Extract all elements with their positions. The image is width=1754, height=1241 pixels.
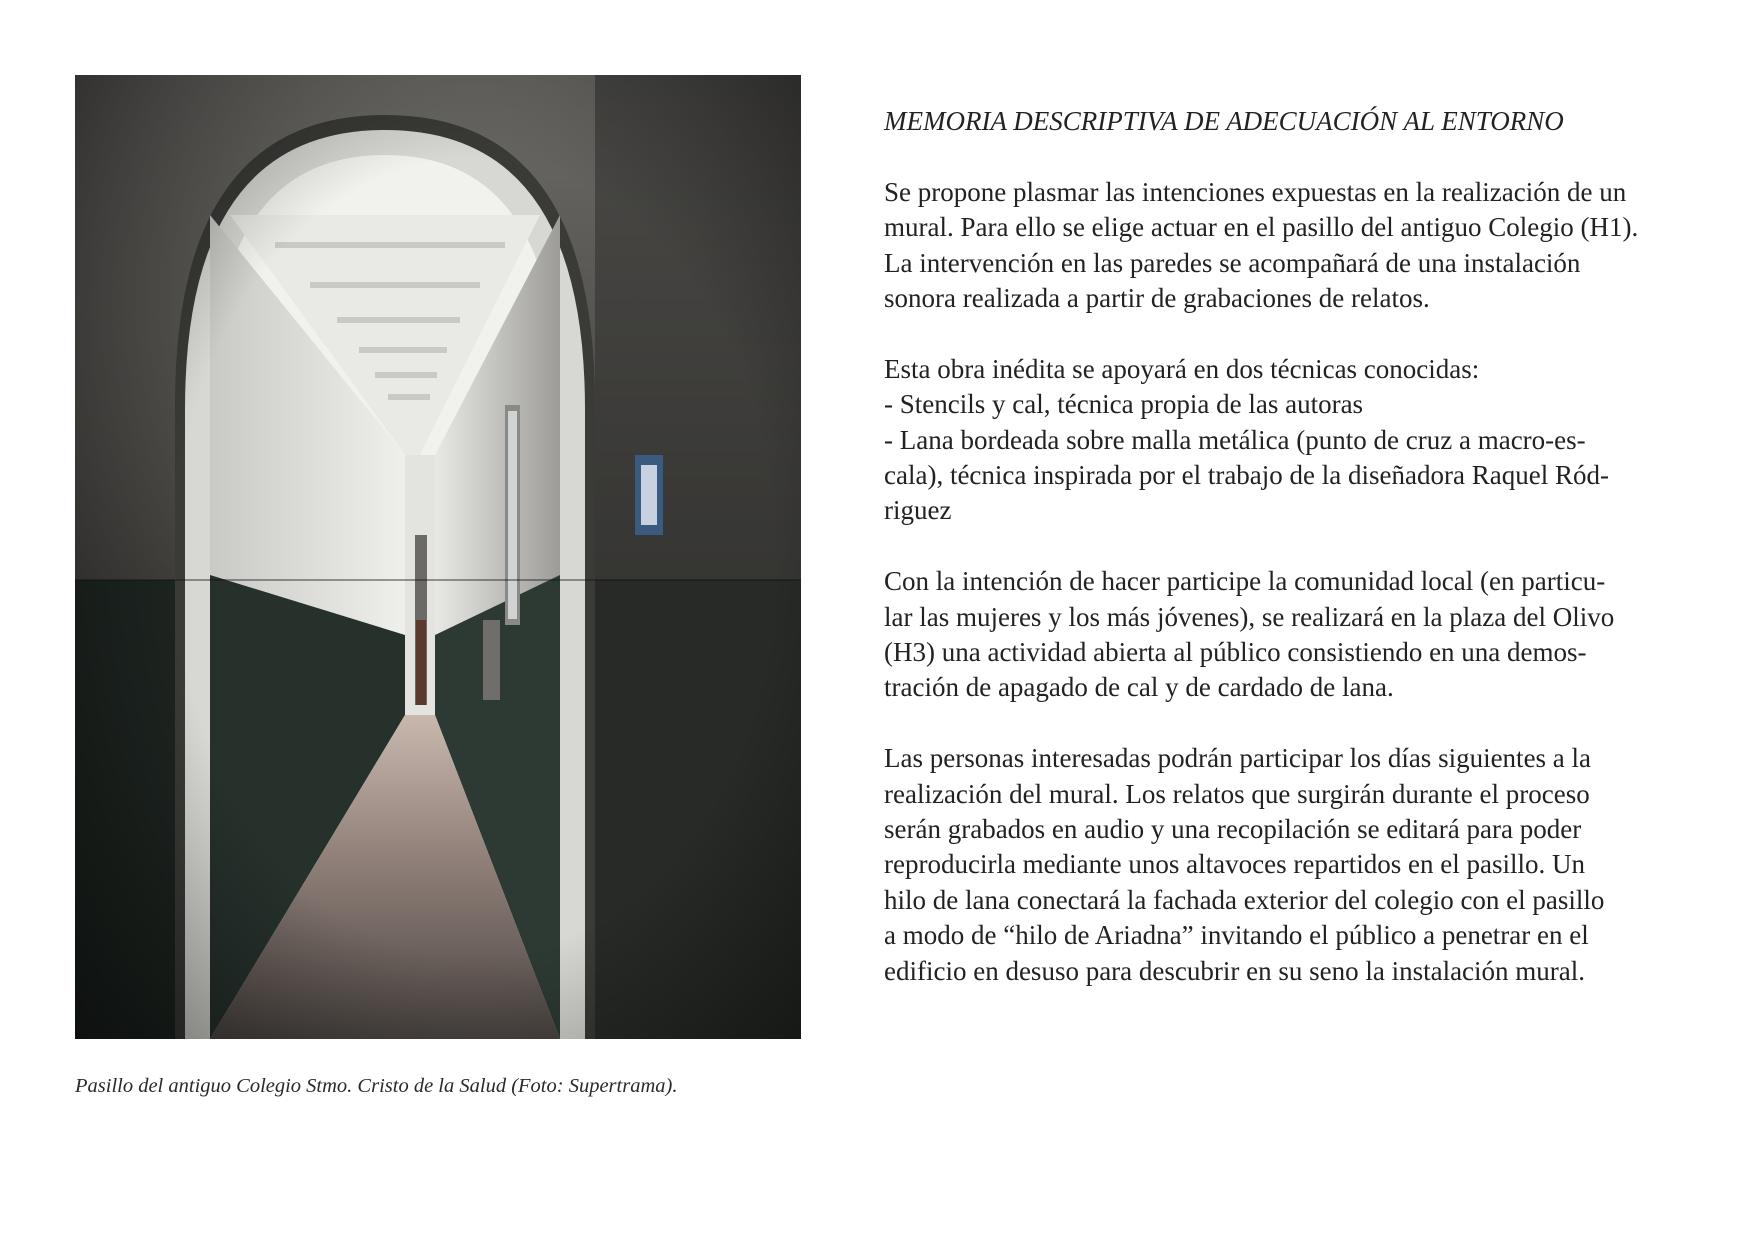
text-line: sonora realizada a partir de grabaciones de relatos. [884,283,1430,314]
paragraph-techniques [884,352,1714,529]
corridor-illustration [75,75,801,1039]
text-line: (H3) una actividad abierta al público consistiendo en una demos- [884,637,1587,668]
text-line: a modo de “hilo de Ariadna” invitando el público a penetrar en el [884,920,1589,951]
text-line: lar las mujeres y los más jóvenes), se realizará en la plaza del Olivo [884,601,1615,632]
text-line: Las personas interesadas podrán participar los días siguientes a la [884,743,1592,774]
paragraph-community [884,564,1714,706]
paragraph-participation [884,741,1714,989]
text-line: tración de apagado de cal y de cardado de lana. [884,672,1394,703]
corridor-photo [75,75,801,1039]
text-line: - Lana bordeada sobre malla metálica (punto de cruz a macro-es- [884,424,1586,455]
text-line: - Stencils y cal, técnica propia de las autoras [884,389,1364,420]
text-line: hilo de lana conectará la fachada exterior del colegio con el pasillo [884,884,1605,915]
text-line: La intervención en las paredes se acompañará de una instalación [884,247,1581,278]
paragraph-intro [884,175,1714,317]
photo-caption: Pasillo del antiguo Colegio Stmo. Cristo de la Salud (Foto: Supertrama). [75,1075,678,1097]
text-line: reproducirla mediante unos altavoces repartidos en el pasillo. Un [884,849,1586,880]
text-line: mural. Para ello se elige actuar en el pasillo del antiguo Colegio (H1). [884,212,1639,243]
text-line: realización del mural. Los relatos que surgirán durante el proceso [884,778,1590,809]
text-line: Con la intención de hacer participe la comunidad local (en particu- [884,566,1606,597]
text-line: riguez [884,495,952,526]
text-line: serán grabados en audio y una recopilación se editará para poder [884,814,1582,845]
text-line: Se propone plasmar las intenciones expuestas en la realización de un [884,176,1627,207]
text-line: cala), técnica inspirada por el trabajo de la diseñadora Raquel Ród- [884,460,1609,491]
text-line: Esta obra inédita se apoyará en dos técnicas conocidas: [884,353,1480,384]
descriptive-memory-column [884,104,1714,1024]
text-line: edificio en desuso para descubrir en su seno la instalación mural. [884,955,1586,986]
section-heading: MEMORIA DESCRIPTIVA DE ADECUACIÓN AL ENTORNO [884,106,1564,136]
